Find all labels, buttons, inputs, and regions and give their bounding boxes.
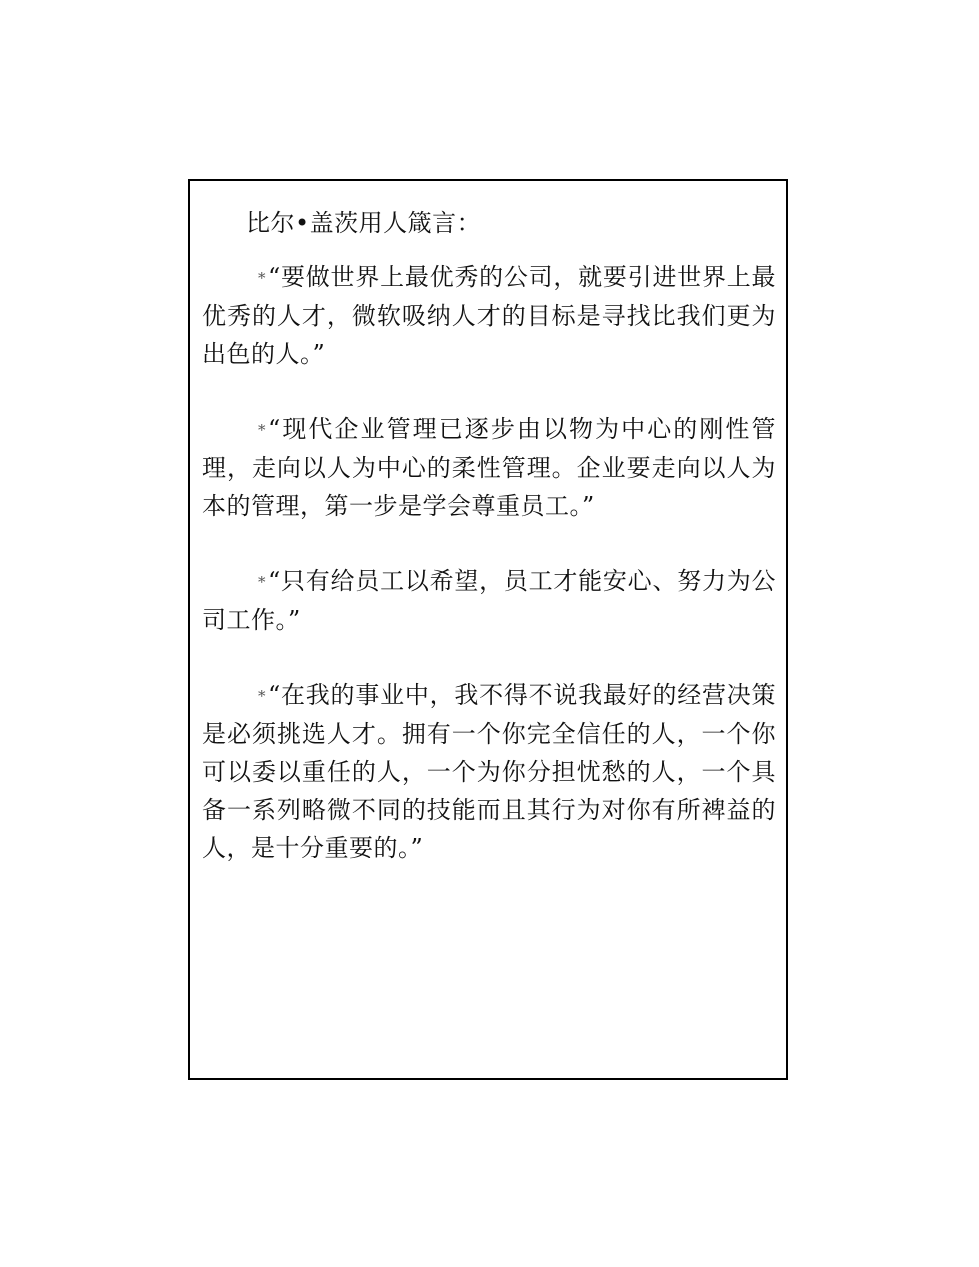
quote-text: “现代企业管理已逐步由以物为中心的刚性管理，走向以人为中心的柔性管理。企业要走向以人为本的管理，第一步是学会尊重员工。” — [202, 415, 776, 520]
bullet-star-icon: * — [258, 421, 266, 439]
bullet-star-icon: * — [258, 687, 266, 705]
document-heading: 比尔•盖茨用人箴言： — [246, 209, 482, 237]
quote-paragraph — [202, 676, 776, 867]
bullet-star-icon: * — [258, 269, 266, 287]
quote-text: “在我的事业中，我不得不说我最好的经营决策是必须挑选人才。拥有一个你完全信任的人，一个你可以委以重任的人，一个为你分担忧愁的人，一个具备一系列略微不同的技能而且其行为对你有所裨益的人，是十分重要的。” — [202, 681, 776, 862]
quote-paragraph — [202, 258, 776, 373]
quote-paragraph — [202, 562, 776, 639]
quote-text: “要做世界上最优秀的公司，就要引进世界上最优秀的人才，微软吸纳人才的目标是寻找比我们更为出色的人。” — [202, 263, 776, 368]
bullet-star-icon: * — [258, 573, 266, 591]
quote-box — [188, 179, 788, 1080]
quote-paragraph — [202, 410, 776, 525]
quote-text: “只有给员工以希望，员工才能安心、努力为公司工作。” — [202, 567, 776, 634]
